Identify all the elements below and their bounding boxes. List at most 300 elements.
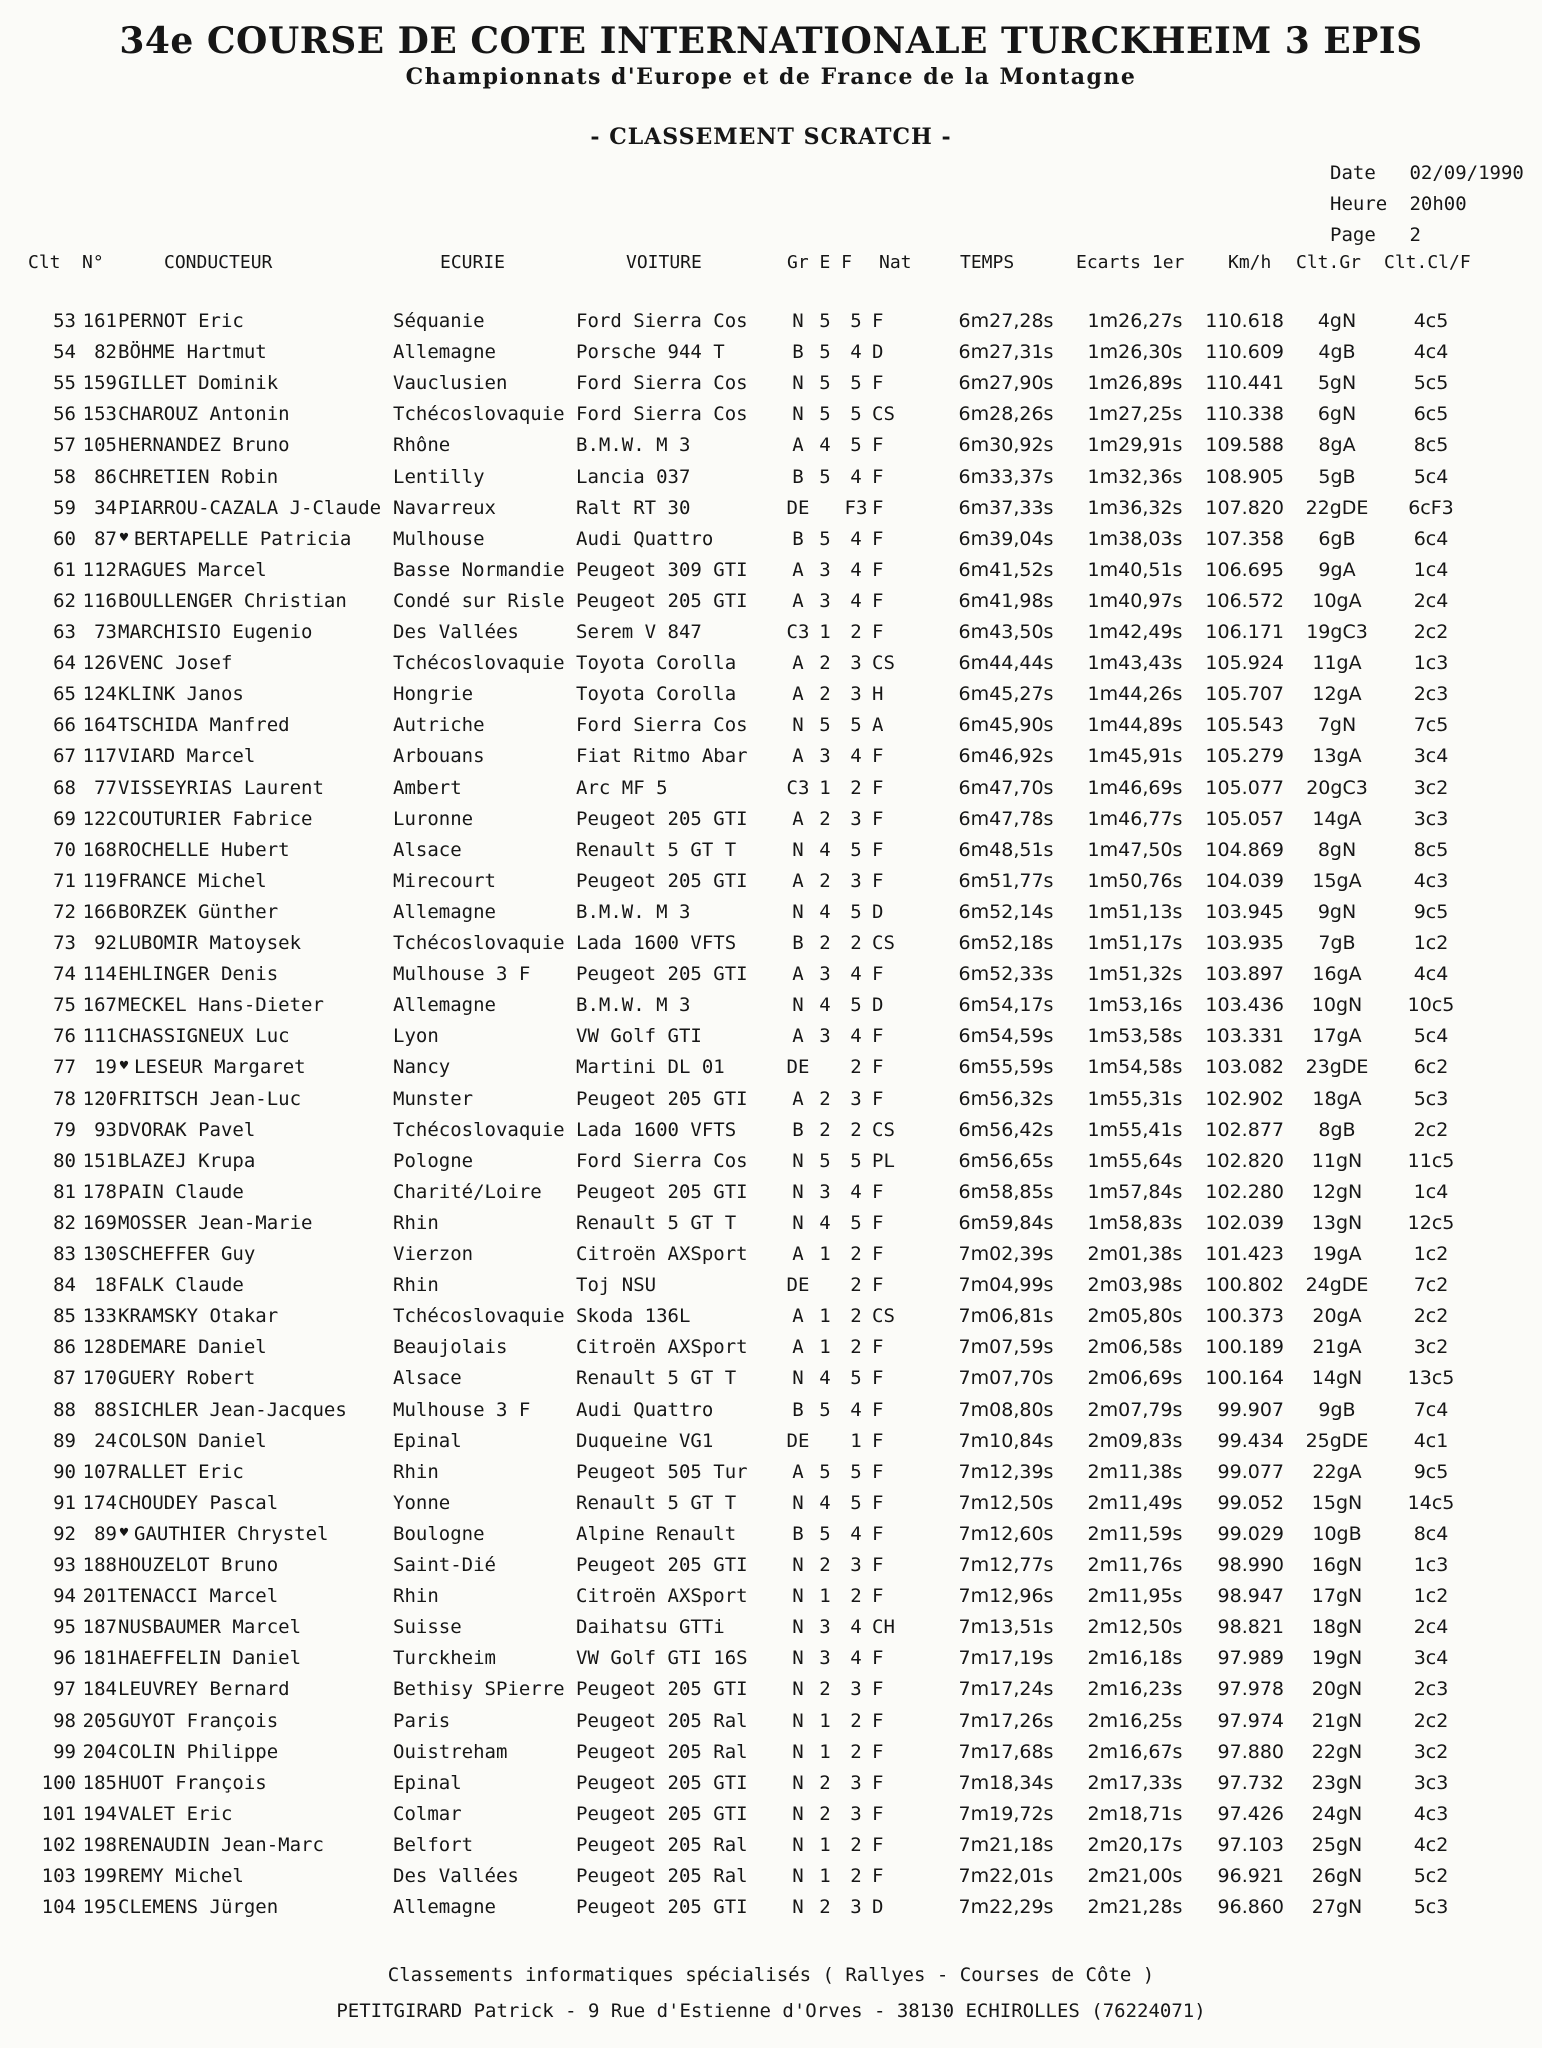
rank: 72 [53,900,76,923]
time: 7m06,81s [958,1305,1054,1328]
car-number: 133 [82,1305,117,1328]
group-rank: 10gN [1311,994,1363,1017]
driver-name: BERTAPELLE Patricia [134,527,352,550]
car-model: Renault 5 GT T [576,838,737,861]
car-number: 116 [82,589,117,612]
class-e: 5 [819,714,831,737]
gap-to-first: 1m51,13s [1087,900,1183,923]
gap-to-first: 1m46,77s [1087,807,1183,830]
team: Tchécoslovaquie [393,403,565,426]
class-f: 5 [850,1491,862,1514]
rank: 57 [53,434,76,457]
rank: 60 [53,527,76,550]
car-number: 204 [82,1740,117,1763]
class-rank: 1c4 [1413,558,1449,581]
class-e: 4 [819,1211,831,1234]
rank: 95 [53,1616,76,1639]
group-rank: 19gN [1311,1647,1363,1670]
car-model: Peugeot 205 Ral [576,1740,748,1763]
class-e: 2 [819,1802,831,1825]
team: Basse Normandie [393,558,565,581]
class-rank: 7c4 [1413,1398,1449,1421]
speed-kmh: 99.077 [1217,1460,1284,1483]
speed-kmh: 98.947 [1217,1585,1284,1608]
footer-line-2: PETITGIRARD Patrick - 9 Rue d'Estienne d'Orves - 38130 ECHIROLLES (76224071) [336,2000,1206,2022]
speed-kmh: 105.543 [1205,714,1284,737]
table-row [0,1830,1542,1861]
group-rank: 15gN [1311,1491,1363,1514]
car-number: 24 [94,1429,117,1452]
driver-name: REMY Michel [118,1865,244,1887]
car-number: 159 [82,372,117,395]
speed-kmh: 106.695 [1205,558,1284,581]
class-f: 2 [850,1585,862,1608]
class-rank: 2c2 [1413,621,1449,643]
gap-to-first: 1m26,27s [1087,310,1183,332]
group-rank: 21gA [1312,1336,1362,1359]
group-rank: 27gN [1311,1896,1363,1919]
group: A [792,558,804,581]
nationality: F [872,465,884,488]
gap-to-first: 2m11,49s [1087,1491,1183,1514]
class-rank: 5c3 [1413,1896,1449,1919]
gap-to-first: 1m51,32s [1087,963,1183,986]
class-f: 2 [850,1740,862,1763]
car-number: 18 [94,1274,117,1297]
car-number: 92 [94,932,117,954]
car-number: 112 [82,558,117,581]
speed-kmh: 97.880 [1217,1740,1284,1763]
class-rank: 3c4 [1413,1647,1449,1670]
class-f: 5 [850,403,862,426]
driver-name: RAGUES Marcel [118,558,267,581]
group: A [792,807,804,830]
speed-kmh: 105.924 [1205,652,1284,675]
team: Lyon [393,1025,439,1048]
car-model: Toyota Corolla [576,652,737,675]
group: N [792,900,804,923]
class-rank: 9c5 [1413,1460,1449,1483]
speed-kmh: 99.907 [1217,1398,1284,1421]
group: N [792,1211,804,1234]
table-row [0,804,1542,835]
speed-kmh: 102.877 [1205,1118,1284,1141]
class-rank: 2c3 [1413,1678,1449,1701]
time: 6m45,90s [958,714,1054,737]
speed-kmh: 103.436 [1205,994,1284,1017]
time: 7m17,26s [958,1709,1054,1732]
table-row [0,1395,1542,1426]
rank: 82 [53,1211,76,1234]
rank: 77 [53,1056,76,1079]
time: 7m22,29s [958,1896,1054,1919]
class-rank: 1c3 [1413,652,1449,675]
group-rank: 22gA [1312,1460,1362,1483]
group: A [792,1460,804,1483]
car-model: Audi Quattro [576,527,714,550]
speed-kmh: 104.869 [1205,838,1284,861]
table-row [0,1737,1542,1768]
class-f: 4 [850,589,862,612]
class-f: 3 [850,1678,862,1701]
gap-to-first: 1m40,97s [1087,589,1183,612]
team: Rhin [393,1460,439,1483]
group: A [792,652,804,675]
car-number: 130 [82,1243,117,1265]
car-number: 77 [94,776,117,799]
driver-name: FRANCE Michel [118,869,267,892]
class-e: 4 [819,994,831,1017]
class-f: 4 [850,1522,862,1545]
table-row [0,430,1542,461]
car-number: 185 [82,1771,117,1794]
team: Des Vallées [393,1865,519,1887]
nationality: F [872,745,884,768]
col-no: N° [82,252,104,273]
class-rank: 3c3 [1413,1771,1449,1794]
group: N [792,1149,804,1172]
col-conducteur: CONDUCTEUR [164,252,273,273]
col-clt: Clt [28,252,61,273]
car-model: Peugeot 205 GTI [576,869,748,892]
team: Tchécoslovaquie [393,652,565,675]
group: A [792,869,804,892]
car-number: 107 [82,1460,117,1483]
gap-to-first: 2m03,98s [1087,1274,1183,1297]
gap-to-first: 1m27,25s [1087,403,1183,426]
table-row [0,1084,1542,1115]
group-rank: 10gB [1312,1522,1362,1545]
car-number: 198 [82,1833,117,1856]
group: N [792,1367,804,1390]
nationality: F [872,1647,884,1670]
group-rank: 13gA [1312,745,1362,768]
driver-name: MOSSER Jean-Marie [118,1211,313,1234]
team: Condé sur Risle [393,589,565,612]
car-number: 178 [82,1180,117,1203]
car-model: Citroën AXSport [576,1585,748,1608]
class-e: 1 [819,1336,831,1359]
group-rank: 23gDE [1305,1056,1369,1079]
nationality: F [872,1460,884,1483]
driver-name: BÖHME Hartmut [118,341,267,364]
table-row [0,1674,1542,1705]
col-ecurie: ECURIE [440,252,506,273]
car-number: 151 [82,1149,117,1172]
car-number: 168 [82,838,117,861]
car-model: Alpine Renault [576,1522,737,1545]
table-row [0,368,1542,399]
table-row [0,990,1542,1021]
time: 7m07,59s [958,1336,1054,1359]
rank: 53 [53,310,76,332]
class-e: 2 [819,1771,831,1794]
team: Saint-Dié [393,1554,496,1576]
class-rank: 2c2 [1413,1305,1449,1328]
car-model: Ford Sierra Cos [576,1149,748,1172]
group: N [792,403,804,426]
speed-kmh: 110.609 [1205,341,1284,364]
class-e: 1 [819,621,831,643]
time: 7m17,24s [958,1678,1054,1701]
speed-kmh: 103.897 [1205,963,1284,986]
group: B [792,527,804,550]
rank: 81 [53,1180,76,1203]
rank: 84 [53,1274,76,1297]
class-f: 3 [850,1554,862,1576]
time: 6m54,59s [958,1025,1054,1048]
speed-kmh: 108.905 [1205,465,1284,488]
rank: 90 [53,1460,76,1483]
group: N [792,1771,804,1794]
driver-name: GAUTHIER Chrystel [134,1522,329,1545]
nationality: F [872,527,884,550]
car-model: Daihatsu GTTi [576,1616,725,1639]
group-rank: 4gB [1318,341,1356,364]
group-rank: 14gN [1311,1367,1363,1390]
car-model: Peugeot 205 Ral [576,1709,748,1732]
table-row [0,1457,1542,1488]
table-row [0,617,1542,648]
team: Rhône [393,434,451,457]
time: 7m10,84s [958,1429,1054,1452]
nationality: F [872,1709,884,1732]
class-f: 3 [850,869,862,892]
time: 6m44,44s [958,652,1054,675]
class-f: 3 [850,1802,862,1825]
group-rank: 20gC3 [1306,776,1368,799]
team: Tchécoslovaquie [393,1305,565,1328]
gap-to-first: 1m44,89s [1087,714,1183,737]
gap-to-first: 2m06,58s [1087,1336,1183,1359]
group-rank: 25gDE [1305,1429,1369,1452]
car-model: Audi Quattro [576,1398,714,1421]
car-model: Citroën AXSport [576,1243,748,1265]
team: Arbouans [393,745,485,768]
class-f: 2 [850,621,862,643]
rank: 91 [53,1491,76,1514]
car-model: Serem V 847 [576,621,702,643]
driver-name: COLSON Daniel [118,1429,267,1452]
time: 7m12,77s [958,1554,1054,1576]
table-row [0,1488,1542,1519]
driver-name: CHRETIEN Robin [118,465,279,488]
group-rank: 11gA [1312,652,1362,675]
document-title: 34e COURSE DE COTE INTERNATIONALE TURCKHEIM 3 EPIS [119,20,1423,62]
group-rank: 6gN [1317,403,1357,426]
rank: 59 [53,496,76,519]
table-row [0,586,1542,617]
gap-to-first: 1m51,17s [1087,932,1183,954]
table-row [0,1052,1542,1083]
time: 7m02,39s [958,1243,1054,1265]
team: Autriche [393,714,485,737]
class-e: 3 [819,1180,831,1203]
group: N [792,1180,804,1203]
table-row [0,1643,1542,1674]
heure-value: 20h00 [1409,193,1467,215]
class-f: F3 [844,496,868,519]
nationality: F [872,1833,884,1856]
nationality: CS [872,932,895,954]
team: Paris [393,1709,451,1732]
class-rank: 9c5 [1413,900,1449,923]
driver-name: PIARROU-CAZALA J-Claude [118,496,382,519]
driver-name: KRAMSKY Otakar [118,1305,279,1328]
car-model: B.M.W. M 3 [576,434,691,457]
nationality: CH [872,1616,895,1639]
date-line [1330,162,1524,184]
team: Mirecourt [393,869,496,892]
group-rank: 18gA [1312,1087,1362,1110]
class-rank: 5c4 [1413,1025,1449,1048]
driver-name: BOULLENGER Christian [118,589,347,612]
group-rank: 24gN [1311,1802,1363,1825]
rank: 56 [53,403,76,426]
team: Rhin [393,1211,439,1234]
class-rank: 3c3 [1413,807,1449,830]
table-row [0,1550,1542,1581]
rank: 101 [41,1802,76,1825]
speed-kmh: 107.358 [1205,527,1284,550]
table-row [0,1270,1542,1301]
table-row [0,1426,1542,1457]
team: Pologne [393,1149,474,1172]
group: A [792,745,804,768]
driver-name: BORZEK Günther [118,900,279,923]
driver-name: GILLET Dominik [118,372,279,395]
group-rank: 24gDE [1305,1274,1369,1297]
col-temps: TEMPS [960,252,1015,273]
gap-to-first: 2m16,18s [1087,1647,1183,1670]
class-e: 5 [819,310,831,332]
group-rank: 26gN [1311,1865,1363,1887]
car-model: Toj NSU [576,1274,657,1297]
table-row [0,555,1542,586]
time: 7m12,50s [958,1491,1054,1514]
car-number: 187 [82,1616,117,1639]
rank: 68 [53,776,76,799]
car-model: Renault 5 GT T [576,1211,737,1234]
car-model: Peugeot 205 GTI [576,1678,748,1701]
nationality: F [872,1491,884,1514]
group: DE [786,1056,810,1079]
class-rank: 2c4 [1413,589,1449,612]
group-rank: 8gA [1318,434,1356,457]
speed-kmh: 109.588 [1205,434,1284,457]
car-model: Lada 1600 VFTS [576,1118,737,1141]
class-e: 2 [819,1118,831,1141]
nationality: F [872,807,884,830]
car-number: 170 [82,1367,117,1390]
rank: 94 [53,1585,76,1608]
car-model: Peugeot 205 GTI [576,589,748,612]
car-model: Ralt RT 30 [576,496,691,519]
team: Séquanie [393,310,485,332]
group: A [792,1087,804,1110]
time: 6m58,85s [958,1180,1054,1203]
car-model: Ford Sierra Cos [576,372,748,395]
group-rank: 14gA [1312,807,1362,830]
team: Bethisy SPierre [393,1678,565,1701]
team: Allemagne [393,994,496,1017]
group-rank: 19gA [1312,1243,1362,1265]
car-model: VW Golf GTI [576,1025,702,1048]
car-model: Toyota Corolla [576,683,737,706]
class-rank: 6c2 [1413,1056,1449,1079]
table-row [0,399,1542,430]
nationality: F [872,310,884,332]
footer-line-1: Classements informatiques spécialisés ( Rallyes - Courses de Côte ) [387,1964,1155,1986]
time: 6m47,70s [958,776,1054,799]
class-f: 4 [850,963,862,986]
nationality: F [872,372,884,395]
group-rank: 9gB [1318,1398,1356,1421]
car-number: 205 [82,1709,117,1732]
speed-kmh: 101.423 [1205,1243,1284,1265]
class-f: 2 [850,1274,862,1297]
table-row [0,306,1542,337]
time: 7m22,01s [958,1865,1054,1887]
group: N [792,1491,804,1514]
class-f: 5 [850,1211,862,1234]
speed-kmh: 99.029 [1217,1522,1284,1545]
car-number: 164 [82,714,117,737]
class-f: 5 [850,372,862,395]
rank: 74 [53,963,76,986]
group: N [792,1616,804,1639]
car-model: Fiat Ritmo Abar [576,745,748,768]
class-e: 2 [819,932,831,954]
nationality: PL [872,1149,895,1172]
car-model: B.M.W. M 3 [576,900,691,923]
time: 7m12,39s [958,1460,1054,1483]
gap-to-first: 2m16,67s [1087,1740,1183,1763]
team: Rhin [393,1274,439,1297]
rank: 99 [53,1740,76,1763]
nationality: F [872,1087,884,1110]
class-e: 3 [819,1025,831,1048]
time: 7m13,51s [958,1616,1054,1639]
class-rank: 4c5 [1413,310,1449,332]
team: Mulhouse 3 F [393,963,531,986]
car-number: 117 [82,745,117,768]
gap-to-first: 2m20,17s [1087,1833,1183,1856]
team: Hongrie [393,683,474,706]
car-model: Martini DL 01 [576,1056,725,1079]
class-f: 5 [850,1367,862,1390]
speed-kmh: 110.441 [1205,372,1284,395]
rank: 71 [53,869,76,892]
nationality: D [872,900,884,923]
group-rank: 17gA [1312,1025,1362,1048]
car-number: 169 [82,1211,117,1234]
group: A [792,589,804,612]
nationality: A [872,714,884,737]
class-f: 5 [850,714,862,737]
gap-to-first: 2m11,76s [1087,1554,1183,1576]
driver-name: CHASSIGNEUX Luc [118,1025,290,1048]
team: Munster [393,1087,474,1110]
class-f: 2 [850,1056,862,1079]
class-rank: 1c4 [1413,1180,1449,1203]
nationality: F [872,621,884,643]
team: Luronne [393,807,474,830]
time: 6m27,31s [958,341,1054,364]
class-f: 4 [850,1025,862,1048]
car-number: 111 [82,1025,117,1048]
speed-kmh: 97.978 [1217,1678,1284,1701]
